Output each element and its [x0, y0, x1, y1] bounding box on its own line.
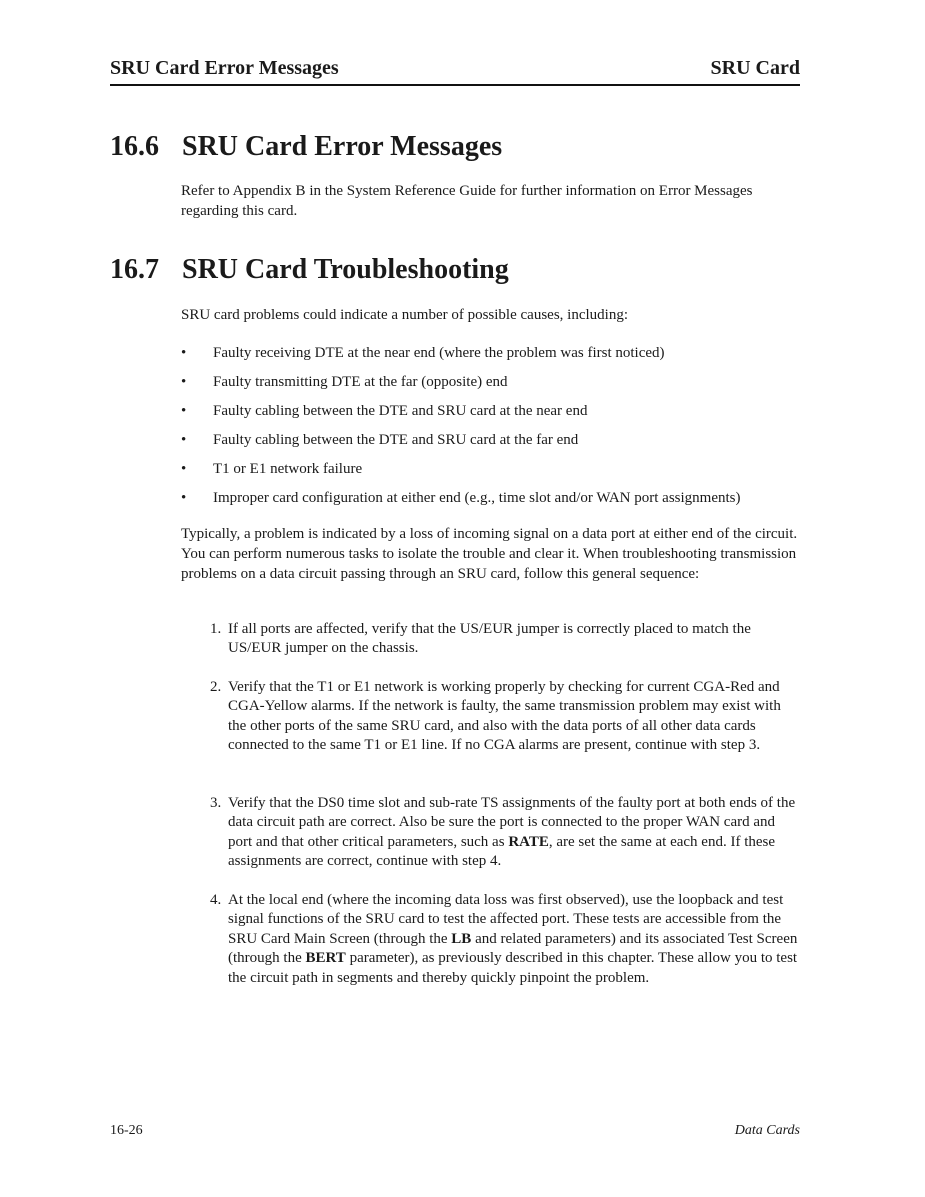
list-item: • T1 or E1 network failure: [181, 461, 363, 477]
section-16-6-heading: [110, 130, 502, 164]
bert-parameter: BERT: [305, 950, 346, 967]
section-title: SRU Card Troubleshooting: [182, 254, 509, 285]
lb-parameter: LB: [451, 930, 472, 947]
step-3: 3. Verify that the DS0 time slot and sub-rate TS assignments of the faulty port at both ends of the data circuit path are correct. Also be sure the port is connected to the proper WAN card and port and that other critical parameters, such as RATE, are set the same at each end. If these assignments are correct, continue with step 4.: [210, 795, 796, 870]
step-4: 4. At the local end (where the incoming data loss was first observed), use the loopback and test signal functions of the SRU card to test the affected port. These tests are accessible from the SRU Card Main Screen (through the LB and related parameters) and its associated Test Screen (through the BERT parameter), as previously described in this chapter. These allow you to test the circuit path in segments and thereby quickly pinpoint the problem.: [210, 892, 798, 986]
bullet-icon: •: [181, 374, 187, 390]
step-1: [210, 620, 800, 659]
list-item: • Improper card configuration at either end (e.g., time slot and/or WAN port assignments): [181, 490, 741, 506]
step-number: 4.: [210, 892, 222, 908]
section-16-7-heading: [110, 253, 509, 287]
header-right-title: SRU Card: [710, 57, 800, 79]
step-text: Verify that the T1 or E1 network is working properly by checking for current CGA-Red and CGA-Yellow alarms. If the network is faulty, the same transmission problem may exist with the other ports of the same SRU card, and also with the data ports of all other data cards connected to the same T1 or E1 line. If no CGA alarms are present, continue with step 3.: [228, 679, 781, 754]
step-number: 1.: [210, 621, 222, 637]
section-number: 16.6: [110, 131, 159, 162]
step-text: At the local end (where the incoming data loss was first observed), use the loopback and test signal functions of the SRU card to test the affected port. These tests are accessible from the SRU Card Main Screen (through the: [228, 892, 784, 947]
section-number: 16.7: [110, 254, 159, 285]
list-item: • Faulty transmitting DTE at the far (opposite) end: [181, 374, 508, 390]
step-2: [210, 678, 800, 756]
section-16-6-body: Refer to Appendix B in the System Reference Guide for further information on Error Messages regarding this card.: [181, 183, 753, 219]
list-item: • Faulty receiving DTE at the near end (where the problem was first noticed): [181, 345, 665, 361]
step-text: If all ports are affected, verify that the US/EUR jumper is correctly placed to match the US/EUR jumper on the chassis.: [228, 621, 751, 657]
bullet-icon: •: [181, 432, 187, 448]
step-number: 2.: [210, 679, 222, 695]
step-number: 3.: [210, 795, 222, 811]
section-title: SRU Card Error Messages: [182, 131, 503, 162]
causes-list: [181, 343, 806, 517]
bullet-icon: •: [181, 345, 187, 361]
step-text: Verify that the DS0 time slot and sub-rate TS assignments of the faulty port at both ends of the data circuit path are correct. Also be sure the port is connected to the proper WAN card and port and that other critical parameters, such as: [228, 795, 796, 850]
header-left-title: SRU Card Error Messages: [110, 57, 339, 79]
rate-parameter: RATE: [508, 833, 549, 850]
troubleshooting-paragraph: Typically, a problem is indicated by a loss of incoming signal on a data port at either end of the circuit. You can perform numerous tasks to isolate the trouble and clear it. When troubleshooting transmission problems on a data circuit passing through an SRU card, follow this general sequence:: [181, 526, 798, 582]
page-footer: [110, 1122, 800, 1142]
page-header: [110, 56, 800, 86]
section-16-7-intro: SRU card problems could indicate a number of possible causes, including:: [181, 307, 628, 323]
page-number: 16-26: [110, 1123, 143, 1138]
chapter-name: Data Cards: [734, 1123, 800, 1138]
bullet-icon: •: [181, 461, 187, 477]
bullet-icon: •: [181, 403, 187, 419]
list-item: • Faulty cabling between the DTE and SRU card at the near end: [181, 403, 588, 419]
list-item: • Faulty cabling between the DTE and SRU card at the far end: [181, 432, 579, 448]
bullet-icon: •: [181, 490, 187, 506]
